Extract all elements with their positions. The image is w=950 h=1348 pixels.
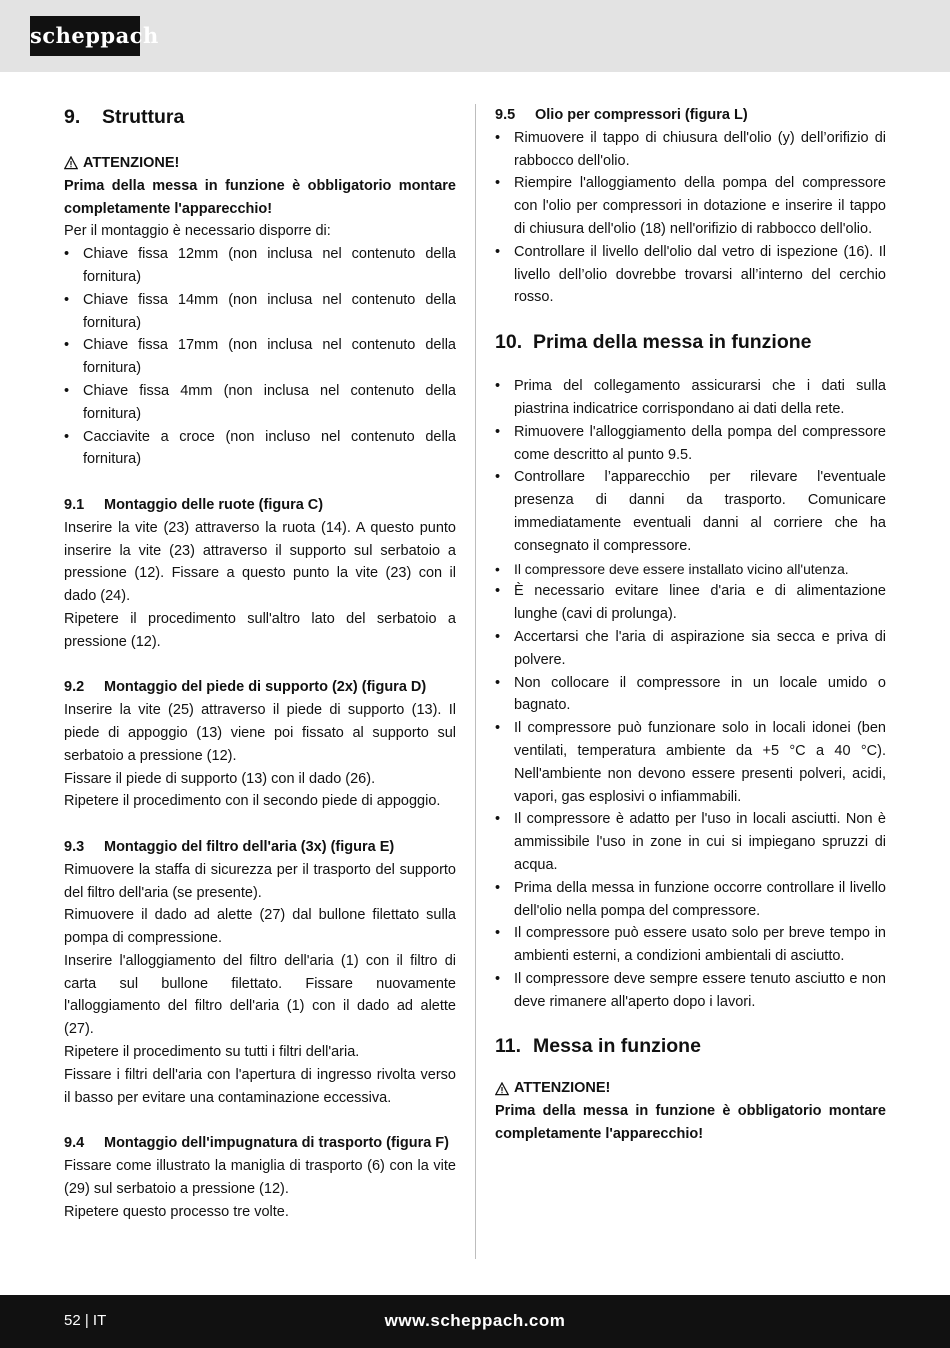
list-item: • Il compressore deve sempre essere tenuto asciutto e non deve rimanere all'aperto dopo i lavori. — [495, 968, 886, 1014]
list-item: • Controllare l’apparecchio per rilevare l'eventuale presenza di danni da trasporto. Comunicare immediatamente eventuali danni al corriere che ha consegnato il compressore. — [495, 466, 886, 557]
warning-label: ATTENZIONE! — [64, 152, 456, 175]
paragraph: Rimuovere la staffa di sicurezza per il trasporto del supporto del filtro dell'aria (se presente). — [64, 861, 456, 901]
warning-text: Prima della messa in funzione è obbligatorio montare completamente l'apparecchio! — [495, 1103, 886, 1143]
paragraph: Fissare il piede di supporto (13) con il dado (26). — [64, 770, 376, 787]
paragraph: Ripetere il procedimento su tutti i filtri dell'aria. — [64, 1044, 360, 1061]
list-item: • Chiave fissa 4mm (non inclusa nel contenuto della fornitura) — [64, 380, 456, 426]
paragraph: Inserire l'alloggiamento del filtro dell'aria (1) con il filtro di carta sul bullone filettato. Fissare nuovamente l'alloggiamento del filtro dell'aria (1) con il dado ad alette (27). — [64, 952, 456, 1038]
warning-label: ATTENZIONE! — [495, 1077, 886, 1100]
website-url: www.scheppach.com — [384, 1311, 566, 1330]
list-item: • Il compressore può funzionare solo in locali idonei (ben ventilati, temperatura ambiente da +5 °C a 40 °C). Nell'ambiente non devono essere presenti polveri, acidi, vapori, gas esplosivi o infiammabili. — [495, 717, 886, 808]
section-9-5-heading: 9.5 Olio per compressori (figura L) — [495, 107, 748, 123]
page-number: 52 | IT — [64, 1312, 107, 1329]
list-item: • Accertarsi che l'aria di aspirazione sia secca e priva di polvere. — [495, 626, 886, 672]
paragraph: Ripetere questo processo tre volte. — [64, 1203, 289, 1220]
section-10-heading: 10. Prima della messa in funzione — [495, 331, 812, 354]
section-9-4-heading: 9.4 Montaggio dell'impugnatura di trasporto (figura F) — [64, 1135, 449, 1152]
paragraph: Inserire la vite (25) attraverso il piede di supporto (13). Il piede di appoggio (13) viene poi fissato al supporto sul serbatoio a pressione (12). — [64, 702, 456, 764]
paragraph: Rimuovere il dado ad alette (27) dal bullone filettato sulla pompa di compressione. — [64, 907, 456, 947]
list-item: • È necessario evitare linee d'aria e di alimentazione lunghe (cavi di prolunga). — [495, 580, 886, 626]
list-item: • Rimuovere il tappo di chiusura dell'olio (y) dell’orifizio di rabbocco dell'olio. — [495, 127, 886, 173]
list-item: • Il compressore è adatto per l'uso in locali asciutti. Non è ammissibile l'uso in zone in cui si impiegano spruzzi di acqua. — [495, 808, 886, 876]
list-item: • Chiave fissa 12mm (non inclusa nel contenuto della fornitura) — [64, 243, 456, 289]
section-11-heading: 11. Messa in funzione — [495, 1035, 701, 1058]
tools-list — [64, 243, 456, 471]
left-column — [64, 104, 456, 1223]
section-9-1-heading: 9.1 Montaggio delle ruote (figura C) — [64, 496, 324, 513]
paragraph: Inserire la vite (23) attraverso la ruota (14). A questo punto inserire la vite (23) attraverso il supporto sul serbatoio a pressione (12). Fissare a questo punto la vite (23) con il dado (24). — [64, 519, 456, 605]
warning-triangle-icon — [64, 156, 78, 170]
list-item: • Il compressore deve essere installato vicino all'utenza. — [495, 558, 886, 581]
section-9-2-heading: 9.2 Montaggio del piede di supporto (2x) (figura D) — [64, 679, 427, 696]
oil-steps-list — [495, 127, 886, 309]
paragraph: Fissare i filtri dell'aria con l'apertura di ingresso rivolta verso il basso per evitare una contaminazione eccessiva. — [64, 1066, 456, 1106]
list-item: • Controllare il livello dell'olio dal vetro di ispezione (16). Il livello dell’olio dovrebbe trovarsi all’interno del cerchio rosso. — [495, 241, 886, 309]
warning-text: Prima della messa in funzione è obbligatorio montare completamente l'apparecchio! — [64, 177, 456, 217]
list-item: • Chiave fissa 14mm (non inclusa nel contenuto della fornitura) — [64, 289, 456, 335]
list-item: • Prima della messa in funzione occorre controllare il livello dell'olio nella pompa del compressore. — [495, 877, 886, 923]
list-item: • Prima del collegamento assicurarsi che i dati sulla piastrina indicatrice corrispondano ai dati della rete. — [495, 375, 886, 421]
list-item: • Rimuovere l'alloggiamento della pompa del compressore come descritto al punto 9.5. — [495, 421, 886, 467]
brand-logo: scheppach — [30, 16, 140, 56]
right-column — [495, 104, 886, 1146]
list-item: • Cacciavite a croce (non incluso nel contenuto della fornitura) — [64, 426, 456, 472]
list-item: • Non collocare il compressore in un locale umido o bagnato. — [495, 672, 886, 718]
list-item: • Chiave fissa 17mm (non inclusa nel contenuto della fornitura) — [64, 334, 456, 380]
header-band — [0, 0, 950, 72]
list-item: • Riempire l'alloggiamento della pompa del compressore con l'olio per compressori in dotazione e inserire il tappo di chiusura dell'olio (18) nell'orifizio di rabbocco dell'olio. — [495, 172, 886, 240]
section-9-heading: 9. Struttura — [64, 106, 185, 128]
footer-bar — [0, 1295, 950, 1348]
tools-intro: Per il montaggio è necessario disporre di: — [64, 223, 331, 240]
list-item: • Il compressore può essere usato solo per breve tempo in ambienti esterni, a condizioni ambientali di asciutto. — [495, 922, 886, 968]
paragraph: Ripetere il procedimento con il secondo piede di appoggio. — [64, 793, 441, 810]
warning-triangle-icon — [495, 1082, 509, 1096]
paragraph: Ripetere il procedimento sull'altro lato del serbatoio a pressione (12). — [64, 610, 456, 650]
section-9-3-heading: 9.3 Montaggio del filtro dell'aria (3x) (figura E) — [64, 838, 395, 855]
paragraph: Fissare come illustrato la maniglia di trasporto (6) con la vite (29) sul serbatoio a pressione (12). — [64, 1158, 456, 1197]
column-divider — [475, 104, 476, 1259]
pre-start-list — [495, 375, 886, 1013]
